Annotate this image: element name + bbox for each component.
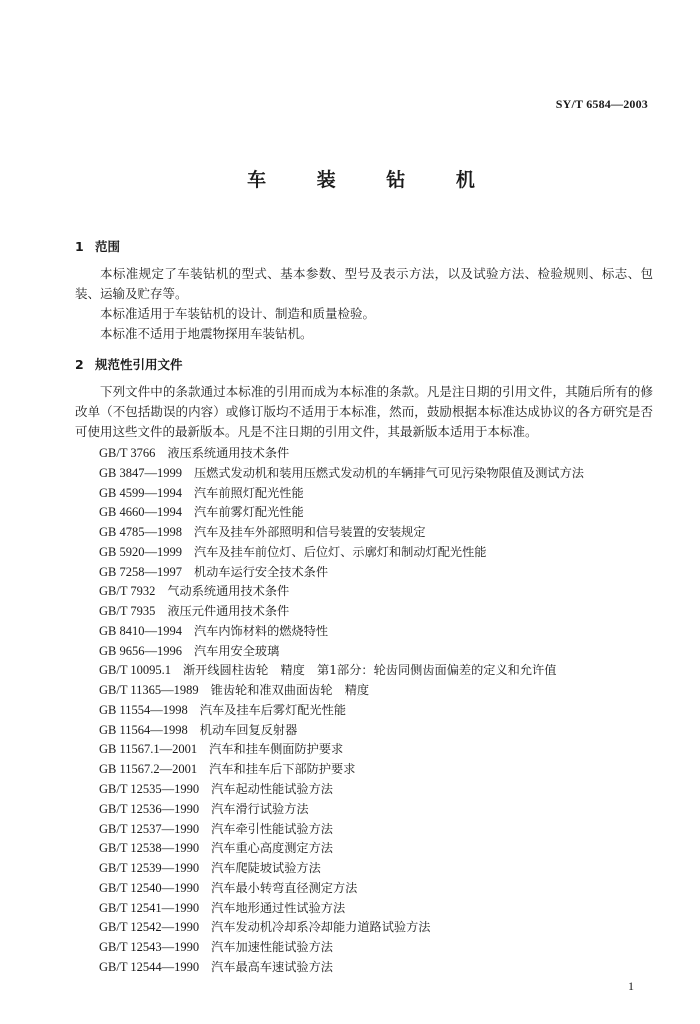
reference-title: 汽车及挂车外部照明和信号装置的安装规定 — [194, 525, 426, 540]
reference-code: GB/T 12536—1990 — [99, 801, 200, 816]
reference-item — [99, 563, 584, 583]
reference-item — [99, 681, 584, 701]
section-heading-normative-references — [75, 355, 183, 373]
reference-item — [99, 839, 584, 859]
reference-code: GB 8410—1994 — [99, 623, 182, 638]
reference-code: GB/T 10095.1 — [99, 663, 171, 678]
reference-code: GB 11554—1998 — [99, 702, 188, 717]
section-title: 规范性引用文件 — [95, 357, 183, 372]
reference-title: 汽车加速性能试验方法 — [211, 940, 333, 955]
reference-item — [99, 899, 584, 919]
reference-item — [99, 622, 584, 642]
reference-title: 压燃式发动机和装用压燃式发动机的车辆排气可见污染物限值及测试方法 — [194, 465, 584, 480]
reference-title: 汽车重心高度测定方法 — [211, 841, 333, 856]
reference-code: GB 5920—1999 — [99, 544, 182, 559]
page-number: 1 — [628, 979, 634, 993]
reference-code: GB 11564—1998 — [99, 722, 188, 737]
reference-item — [99, 523, 584, 543]
reference-code: GB/T 7932 — [99, 584, 156, 599]
reference-code: GB/T 12543—1990 — [99, 940, 200, 955]
reference-code: GB 9656—1996 — [99, 643, 182, 658]
reference-title: 汽车滑行试验方法 — [211, 801, 309, 816]
reference-item — [99, 780, 584, 800]
reference-code: GB/T 3766 — [99, 446, 156, 460]
reference-title: 机动车运行安全技术条件 — [194, 564, 329, 579]
reference-code: GB 4785—1998 — [99, 525, 182, 540]
reference-code: GB/T 7935 — [99, 604, 156, 619]
reference-title: 渐开线圆柱齿轮 精度 第1部分：轮齿同侧齿面偏差的定义和允许值 — [183, 663, 557, 678]
section-number: 2 — [75, 357, 84, 372]
reference-code: GB 11567.2—2001 — [99, 762, 198, 777]
reference-code: GB 11567.1—2001 — [99, 742, 198, 757]
reference-title: 汽车起动性能试验方法 — [211, 782, 333, 797]
reference-item — [99, 444, 584, 464]
reference-item — [99, 879, 584, 899]
reference-item — [99, 484, 584, 504]
reference-title: 汽车和挂车侧面防护要求 — [209, 742, 344, 757]
section-heading-scope — [75, 237, 120, 255]
reference-code: GB/T 12544—1990 — [99, 959, 200, 974]
reference-code: GB/T 12541—1990 — [99, 900, 200, 915]
reference-title: 液压系统通用技术条件 — [167, 446, 290, 460]
reference-item — [99, 602, 584, 622]
section-number: 1 — [75, 239, 84, 254]
reference-item — [99, 918, 584, 938]
reference-item — [99, 464, 584, 484]
scope-paragraph-1: 本标准规定了车装钻机的型式、基本参数、型号及表示方法，以及试验方法、检验规则、标志、包装、运输及贮存等。 — [75, 266, 653, 301]
document-title: 车 装 钻 机 — [247, 169, 497, 191]
reference-code: GB/T 11365—1989 — [99, 683, 199, 698]
reference-code: GB 3847—1999 — [99, 465, 182, 480]
reference-item — [99, 503, 584, 523]
reference-item — [99, 820, 584, 840]
scope-paragraph-2: 本标准适用于车装钻机的设计、制造和质量检验。 — [100, 306, 376, 321]
reference-item — [99, 582, 584, 602]
reference-code: GB/T 12542—1990 — [99, 920, 200, 935]
reference-item — [99, 938, 584, 958]
reference-code: GB 4660—1994 — [99, 505, 182, 520]
reference-title: 气动系统通用技术条件 — [167, 584, 290, 599]
reference-title: 汽车和挂车后下部防护要求 — [209, 762, 356, 777]
reference-title: 汽车前雾灯配光性能 — [194, 505, 304, 520]
reference-title: 汽车前照灯配光性能 — [194, 485, 304, 500]
reference-code: GB 4599—1994 — [99, 485, 182, 500]
reference-code: GB/T 12538—1990 — [99, 841, 200, 856]
reference-code: GB/T 12539—1990 — [99, 861, 200, 876]
reference-title: 汽车用安全玻璃 — [194, 643, 280, 658]
reference-item — [99, 859, 584, 879]
reference-item — [99, 701, 584, 721]
reference-list — [99, 444, 584, 978]
reference-item — [99, 642, 584, 662]
reference-item — [99, 800, 584, 820]
reference-code: GB/T 12540—1990 — [99, 880, 200, 895]
reference-title: 汽车爬陡坡试验方法 — [211, 861, 321, 876]
reference-title: 汽车最小转弯直径测定方法 — [211, 880, 358, 895]
reference-code: GB 7258—1997 — [99, 564, 182, 579]
reference-title: 液压元件通用技术条件 — [167, 604, 290, 619]
reference-title: 机动车回复反射器 — [199, 722, 298, 737]
reference-item — [99, 760, 584, 780]
reference-title: 汽车及挂车后雾灯配光性能 — [199, 702, 347, 717]
references-intro-paragraph: 下列文件中的条款通过本标准的引用而成为本标准的条款。凡是注日期的引用文件，其随后所有的修改单（不包括勘误的内容）或修订版均不适用于本标准，然而，鼓励根据本标准达成协议的各方研究是否可使用这些文件的最新版本。凡是不注日期的引用文件，其最新版本适用于本标准。 — [75, 384, 653, 439]
reference-item — [99, 958, 584, 978]
reference-title: 汽车地形通过性试验方法 — [211, 900, 346, 915]
reference-code: GB/T 12537—1990 — [99, 821, 200, 836]
reference-title: 汽车内饰材料的燃烧特性 — [194, 623, 329, 638]
section-title: 范围 — [95, 239, 121, 254]
reference-item — [99, 721, 584, 741]
scope-paragraph-3: 本标准不适用于地震物探用车装钻机。 — [100, 326, 313, 341]
reference-item — [99, 543, 584, 563]
reference-title: 汽车及挂车前位灯、后位灯、示廓灯和制动灯配光性能 — [194, 544, 487, 559]
reference-item — [99, 661, 584, 681]
standard-code: SY/T 6584—2003 — [555, 97, 648, 111]
reference-title: 汽车发动机冷却系冷却能力道路试验方法 — [211, 920, 431, 935]
reference-title: 汽车最高车速试验方法 — [211, 959, 333, 974]
reference-title: 汽车牵引性能试验方法 — [211, 821, 333, 836]
reference-code: GB/T 12535—1990 — [99, 782, 200, 797]
reference-item — [99, 740, 584, 760]
reference-title: 锥齿轮和准双曲面齿轮 精度 — [210, 683, 370, 698]
